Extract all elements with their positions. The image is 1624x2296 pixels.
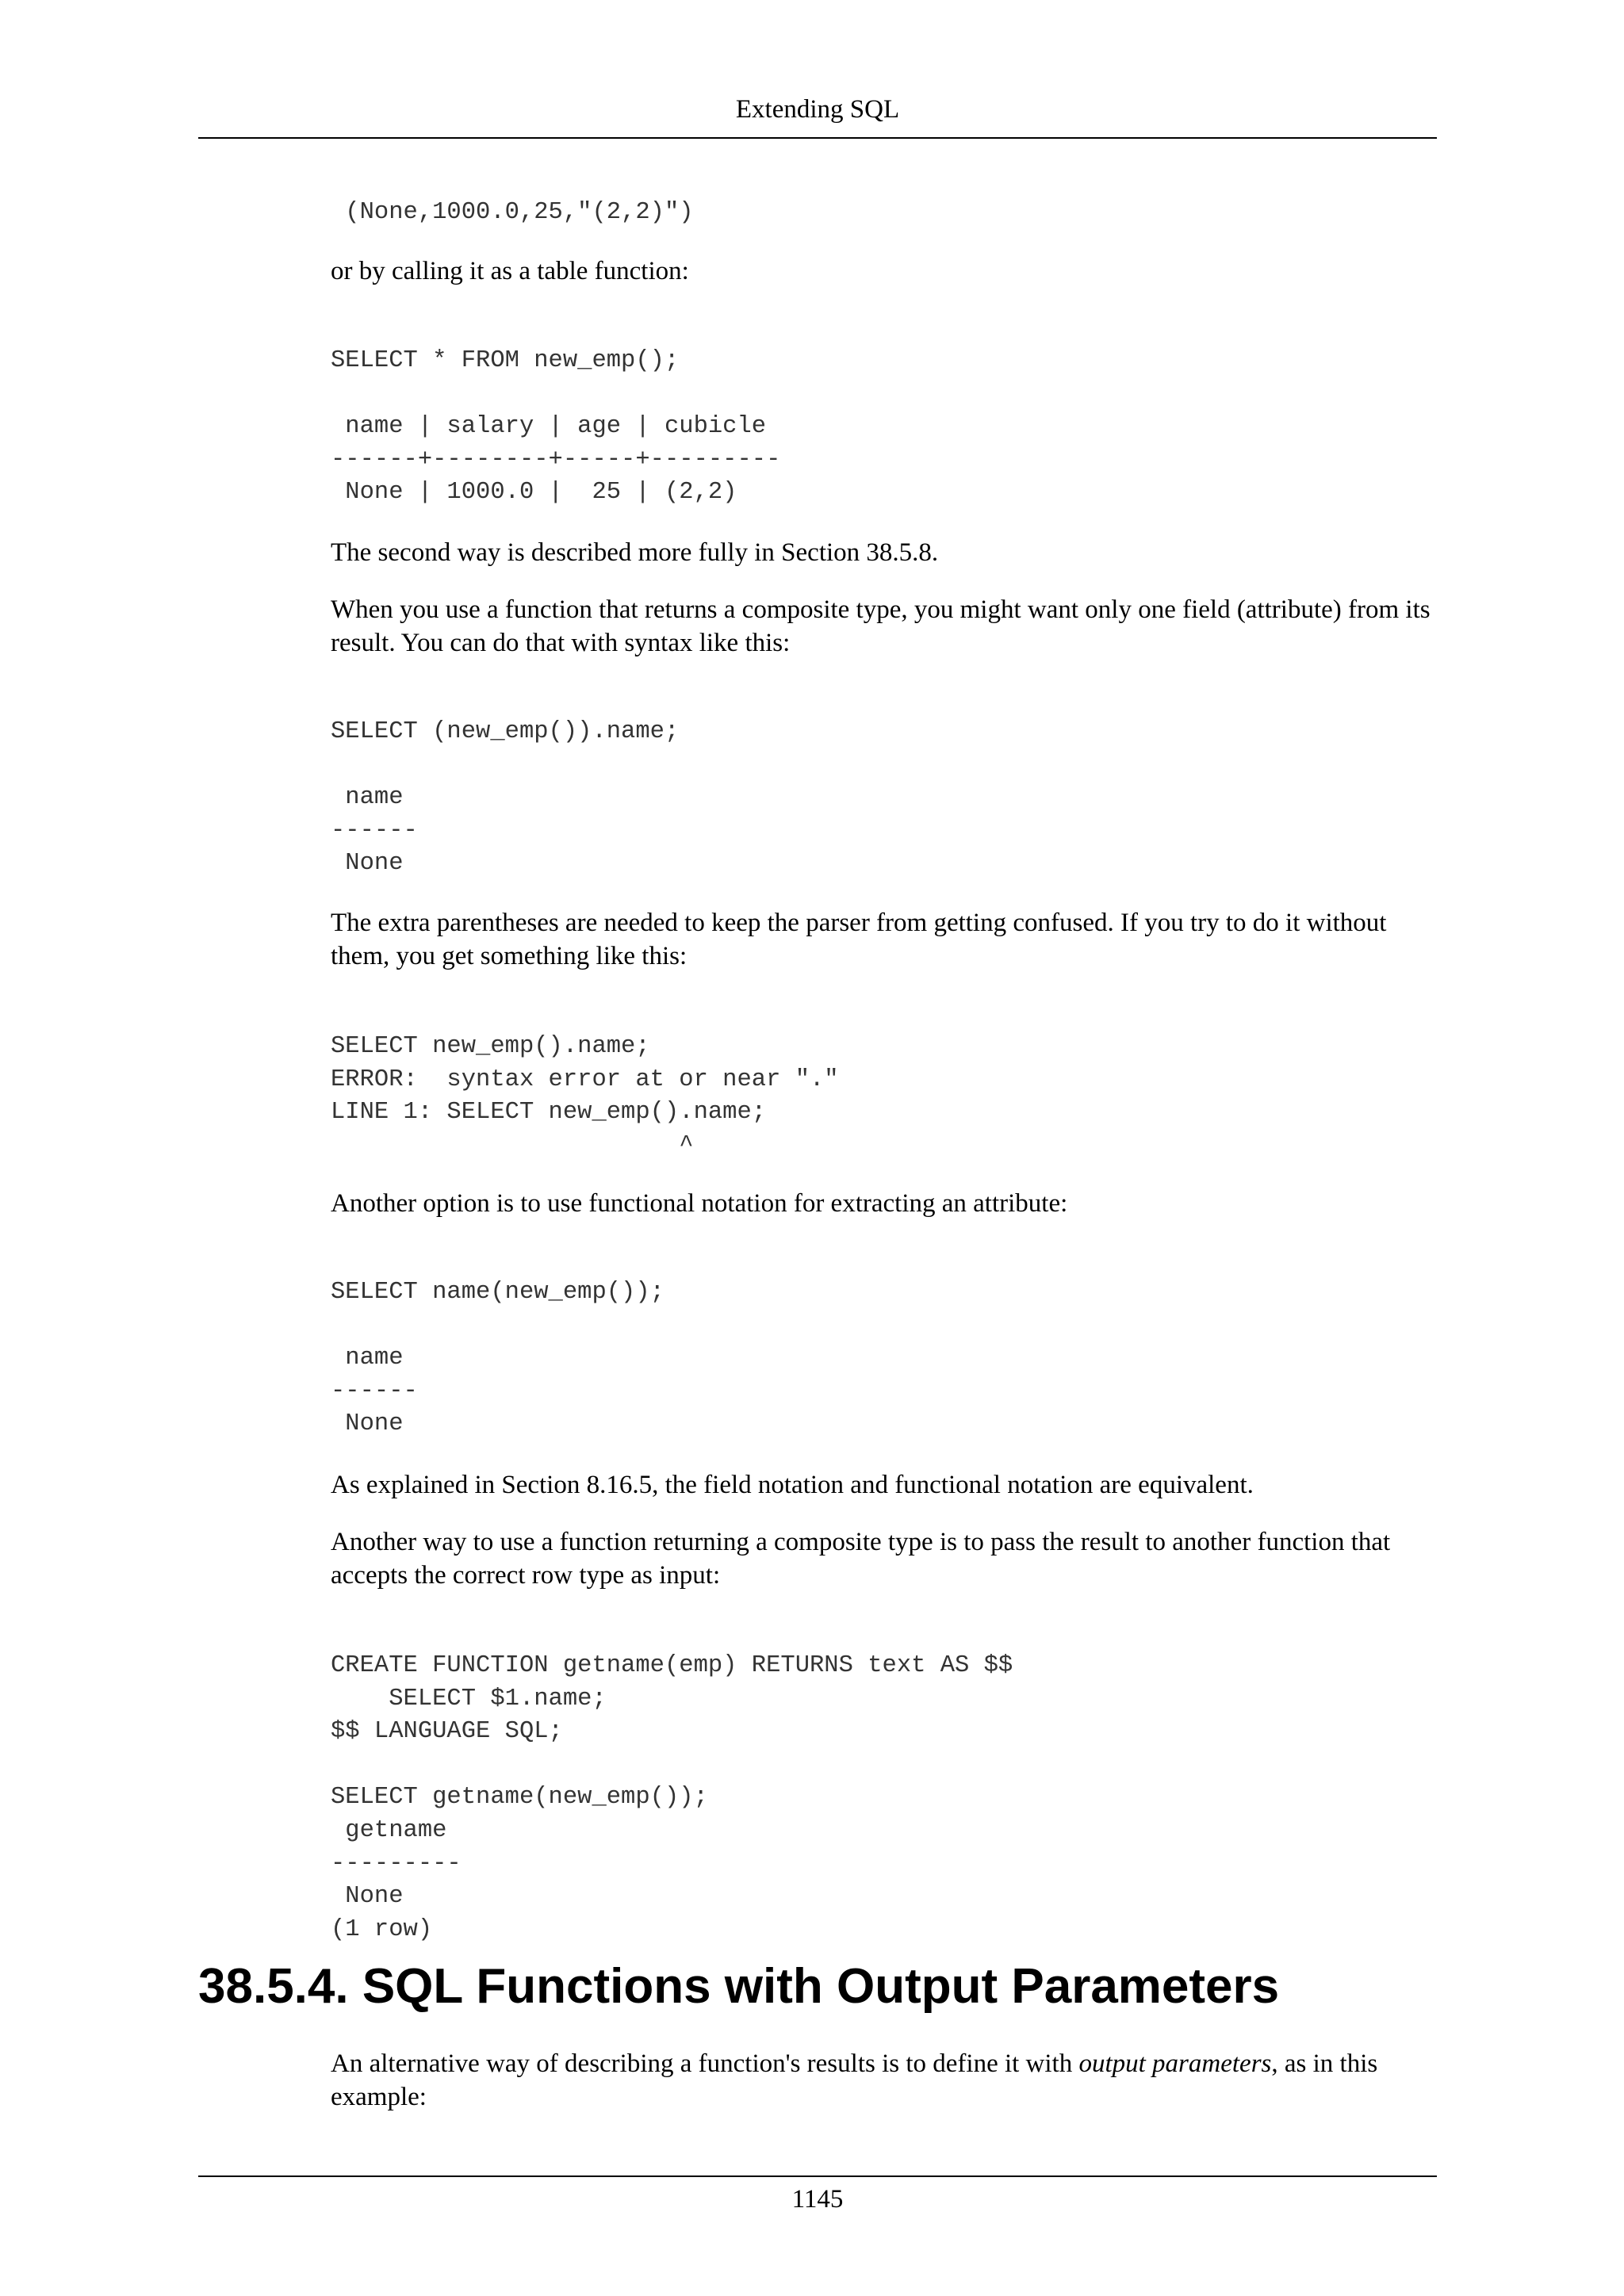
paragraph-equivalent: As explained in Section 8.16.5, the field notation and functional notation are equivalent. xyxy=(331,1471,1254,1499)
paragraph-second-way: The second way is described more fully in Section 38.5.8. xyxy=(331,538,939,567)
paragraph-extra-parentheses: The extra parentheses are needed to keep the parser from getting confused. If you try to do it without them, you get something like this: xyxy=(331,909,1387,970)
page-number: 1145 xyxy=(791,2185,844,2214)
code-select-star: SELECT * FROM new_emp(); name | salary | age | cubicle ------+--------+-----+--------- None | 1000.0 | 25 | (2,2) xyxy=(331,347,781,507)
paragraph-functional-notation: Another option is to use functional notation for extracting an attribute: xyxy=(331,1189,1068,1218)
running-header: Extending SQL xyxy=(735,95,900,124)
paragraph-output-parameters-tail: , as in this example: xyxy=(331,2049,1378,2111)
code-getname-function: CREATE FUNCTION getname(emp) RETURNS text AS $$ SELECT $1.name; $$ LANGUAGE SQL; SELECT getname(new_emp()); getname --------- None (1 row) xyxy=(331,1652,1013,1943)
header-rule xyxy=(198,137,1437,139)
code-name-function: SELECT name(new_emp()); name ------ None xyxy=(331,1279,665,1438)
paragraph-output-parameters-lead: An alternative way of describing a function's results is to define it with xyxy=(331,2049,1079,2078)
paragraph-one-field: When you use a function that returns a composite type, you might want only one field (attribute) from its result. You can do that with syntax like this: xyxy=(331,595,1431,657)
section-heading: 38.5.4. SQL Functions with Output Parameters xyxy=(198,1959,1280,2014)
code-select-name: SELECT (new_emp()).name; name ------ None xyxy=(331,718,680,878)
paragraph-output-parameters xyxy=(331,2047,1437,2114)
term-output-parameters: output parameters xyxy=(1078,2049,1272,2078)
code-result-row: (None,1000.0,25,"(2,2)") xyxy=(331,199,694,226)
paragraph-table-function: or by calling it as a table function: xyxy=(331,257,689,285)
footer-rule xyxy=(198,2175,1437,2177)
paragraph-pass-result: Another way to use a function returning a composite type is to pass the result to another function that accepts the correct row type as input: xyxy=(331,1528,1391,1590)
code-syntax-error: SELECT new_emp().name; ERROR: syntax error at or near "." LINE 1: SELECT new_emp().name; ^ xyxy=(331,1033,839,1159)
